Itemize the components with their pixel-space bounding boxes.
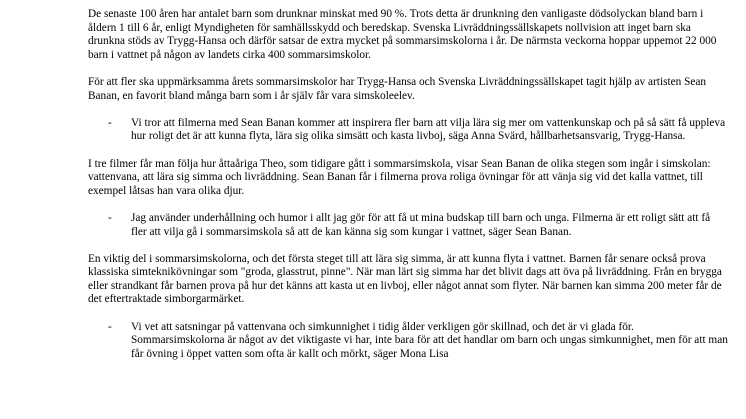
quote-text: Jag använder underhållning och humor i allt jag gör för att få ut mina budskap till barn och unga. Filmerna är ett roligt sätt att få fler att vilja gå i sommarsimskola så att de kan känna sig som kungar i vattnet, säger Sean Banan. — [131, 211, 711, 238]
quote-mona-lisa — [88, 321, 728, 362]
paragraph-swim-steps: En viktig del i sommarsimskolorna, och det första steget till att lära sig simma, är att kunna flyta i vattnet. Barnen får senare också prova klassiska simteknikövningar som "groda, glasstrut, pinne". När man lärt sig simma har det blivit dags att öva på livräddning. Från en brygga eller strandkant får barnen prova på hur det känns att kasta ut en livboj, eller något annat som flyter. När barnen kan simma 200 meter får de det eftertraktade simborgarmärket. — [88, 252, 722, 306]
quote-anna-svard — [88, 117, 728, 144]
document-page — [88, 8, 728, 375]
dash-bullet: - — [108, 211, 112, 224]
quote-text: Vi vet att satsningar på vattenvana och simkunnighet i tidig ålder verkligen gör skillnad, och det är vi glada för. Sommarsimskolorna är något av det viktigaste vi har, inte bara för att det handlar om barn och ungas simkunnighet, men för att man får övning i öppet vatten som ofta är kallt och mörkt, säger Mona Lisa — [131, 320, 728, 360]
paragraph-campaign: För att fler ska uppmärksamma årets sommarsimskolor har Trygg-Hansa och Svenska Livräddningssällskapet tagit hjälp av artisten Sean Banan, en favorit bland många barn som i år själv får vara simskoleelev. — [88, 75, 707, 102]
quote-text: Vi tror att filmerna med Sean Banan kommer att inspirera fler barn att vilja lära sig mer om vattenkunskap och på så sätt få uppleva hur roligt det är att kunna flyta, lära sig olika simsätt och kasta livboj, säga Anna Svärd, hållbarhetsansvarig, Trygg-Hansa. — [131, 116, 726, 143]
paragraph-films: I tre filmer får man följa hur åttaåriga Theo, som tidigare gått i sommarsimskola, visar Sean Banan de olika stegen som ingår i simskolan: vattenvana, att lära sig simma och livräddning. Sean Banan får i filmerna prova roliga övningar för att vänja sig vid det kalla vattnet, till exempel låtsas han vara olika djur. — [88, 157, 711, 197]
dash-bullet: - — [108, 320, 112, 333]
dash-bullet: - — [108, 116, 112, 129]
paragraph-statistics: De senaste 100 åren har antalet barn som drunknar minskat med 90 %. Trots detta är drunkning den vanligaste dödsolyckan bland barn i åldern 1 till 6 år, enligt Myndigheten för samhällsskydd och beredskap. Svenska Livräddningssällskapets nollvision att inget barn ska drunkna stöds av Trygg-Hansa och därför satsar de extra mycket på sommarsimskolorna i år. De närmsta veckorna hoppar uppemot 22 000 barn i vattnet på någon av landets cirka 400 sommarsimskolor. — [88, 8, 717, 61]
quote-sean-banan — [88, 212, 728, 239]
